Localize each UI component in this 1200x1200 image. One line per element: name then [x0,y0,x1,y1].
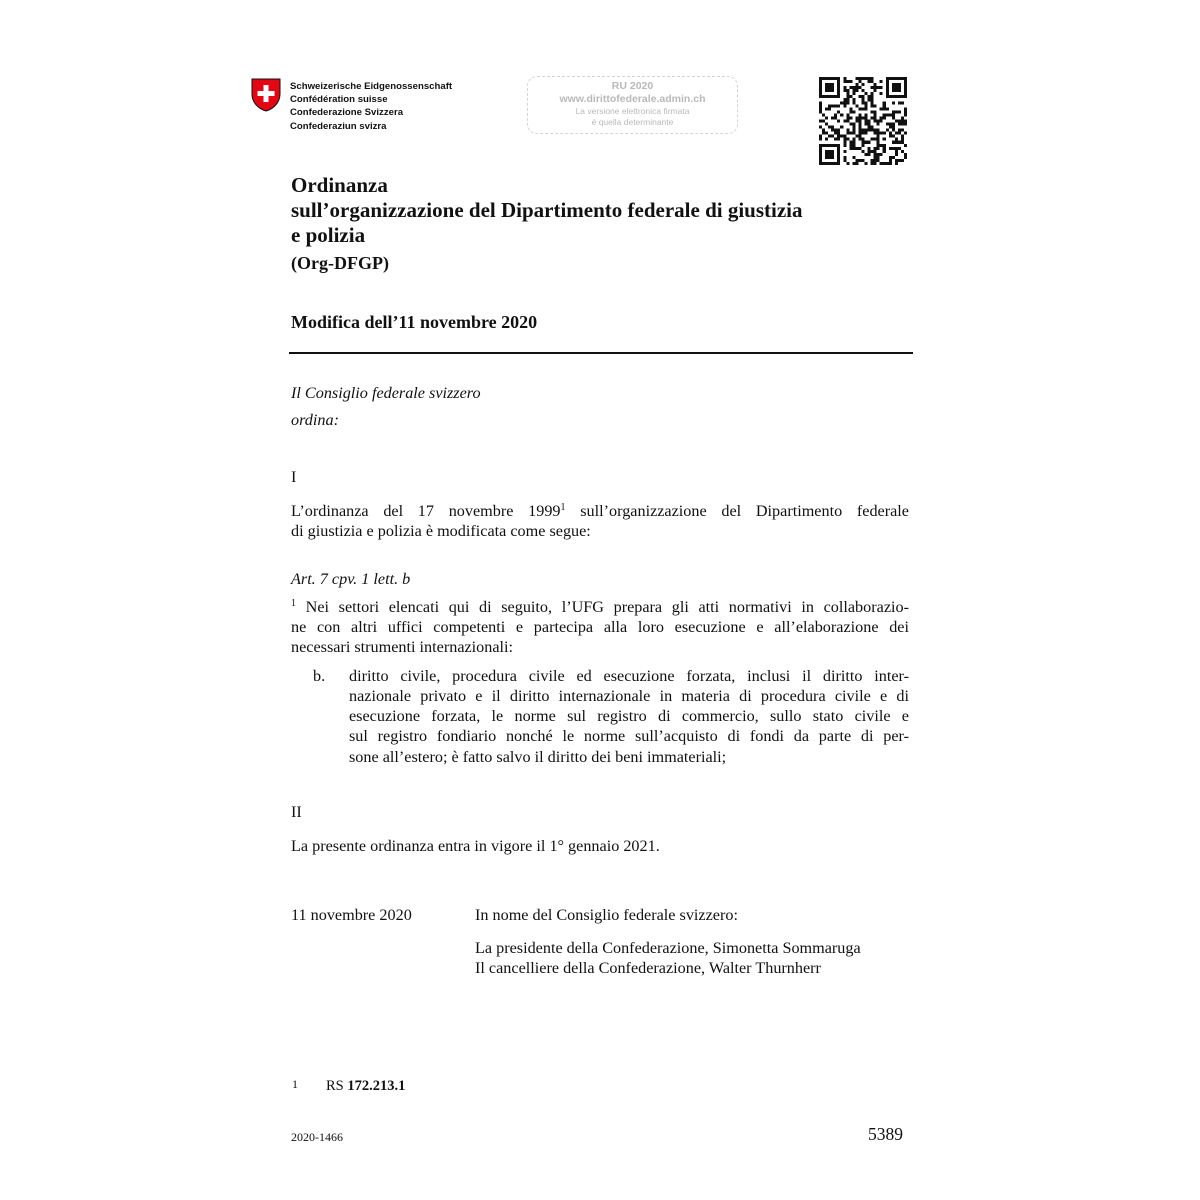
signature-chancellor: Il cancelliere della Confederazione, Walter Thurnherr [475,959,821,977]
paragraph-text-1: Nei settori elencati qui di seguito, l’UFG prepara gli atti normativi in collaborazio- [296,598,909,616]
footnote-text [326,1078,405,1095]
federation-name-fr: Confédération suisse [290,94,388,106]
page-number: 5389 [868,1124,903,1144]
stamp-collection: RU 2020 [611,80,654,92]
letter-b-line-2: nazionale privato e il diritto internazionale in materia di procedura civile e di [349,687,909,705]
footnote-reference: 172.213.1 [347,1078,406,1094]
paragraph-line-2: ne con altri uffici competenti e partecipa alla loro esecuzione e all’elaborazione dei [291,618,909,636]
signature-council: In nome del Consiglio federale svizzero: [475,906,738,924]
section-numeral-ii: II [291,803,302,821]
stamp-note-2: è quella determinante [591,117,674,127]
title-line-1: Ordinanza [291,173,388,197]
paragraph-number: 1 [291,598,296,609]
footnote-prefix: RS [326,1078,348,1094]
footnote-number: 1 [292,1077,298,1091]
federation-names [290,80,452,133]
section-numeral-i: I [291,468,297,486]
title-line-2: sull’organizzazione del Dipartimento federale di giustizia [291,198,803,222]
federation-name-rm: Confederaziun svizra [290,120,387,132]
signature-president: La presidente della Confederazione, Simonetta Sommaruga [475,939,861,957]
preamble-line-1: Il Consiglio federale svizzero [291,384,481,402]
intro-line-2: di giustizia e polizia è modificata come segue: [291,522,591,540]
ordinance-abbreviation: (Org-DFGP) [291,253,389,273]
title-line-3: e polizia [291,223,366,247]
qr-code-icon [819,77,907,165]
document-id: 2020-1466 [291,1130,343,1144]
title-divider [289,352,913,354]
federation-name-it: Confederazione Svizzera [290,107,404,119]
letter-b-line-4: sul registro fondiario nonché le norme sull’acquisto di fondi da parte di per- [349,727,909,745]
signature-date: 11 novembre 2020 [291,906,412,924]
footnote-ref: 1 [560,502,566,513]
article-heading: Art. 7 cpv. 1 lett. b [291,570,411,588]
list-letter: b. [313,667,326,685]
electronic-version-stamp [527,76,738,134]
intro-line-1 [291,502,909,521]
letter-b-line-1: diritto civile, procedura civile ed esecuzione forzata, inclusi il diritto inter- [349,667,909,685]
intro-text-b: sull’organizzazione del Dipartimento federale [565,502,909,520]
amendment-date-heading: Modifica dell’11 novembre 2020 [291,312,538,332]
entry-into-force: La presente ordinanza entra in vigore il 1° gennaio 2021. [291,837,660,855]
paragraph-line-1 [291,598,909,617]
federation-name-de: Schweizerische Eidgenossenschaft [290,81,453,92]
ordinance-title [291,173,803,248]
letter-b-line-3: esecuzione forzata, le norme sul registro di commercio, sullo stato civile e [349,707,909,725]
intro-text-a: L’ordinanza del 17 novembre 1999 [291,502,561,520]
preamble-line-2: ordina: [291,411,339,429]
swiss-cross-icon [251,78,281,112]
stamp-note-1: La versione elettronica firmata [575,106,690,116]
stamp-url: www.dirittofederale.admin.ch [559,93,706,105]
letter-b-line-5: sone all’estero; è fatto salvo il diritto dei beni immateriali; [349,748,727,766]
paragraph-line-3: necessari strumenti internazionali: [291,638,514,656]
